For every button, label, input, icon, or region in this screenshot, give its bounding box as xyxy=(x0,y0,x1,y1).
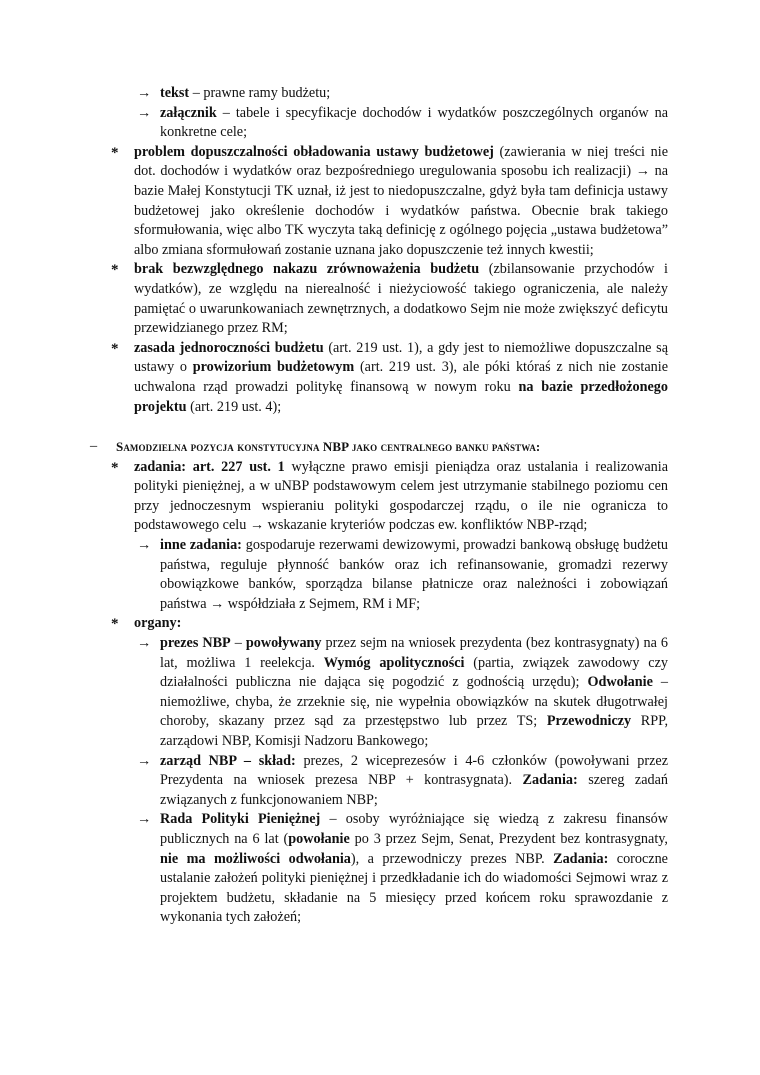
list-item: → inne zadania: gospodaruje rezerwami dewizowymi, prowadzi bankową obsługę budżetu państwa, reguluje płynność banków oraz ich refinansowanie, gromadzi rezerwy obowiązkowe banków, sporządza bilanse płatnicze oraz należności i zobowiązań państwa → współdziała z Sejmem, RM i MF; xyxy=(137,537,668,612)
list-item: * zadania: art. 227 ust. 1 wyłączne prawo emisji pieniądza oraz ustalania i realizowania polityki pieniężnej, a w uNBP podstawowym celem jest utrzymanie stabilnego poziomu cen przy jednoczesnym wspieraniu polityki gospodarczej rządu, o ile nie ogranicza to podstawowego celu → wskazanie kryteriów podczas ew. konfliktów NBP-rząd; xyxy=(111,458,668,534)
star-bullet: * xyxy=(111,340,119,357)
list-item: → zarząd NBP – skład: prezes, 2 wiceprezesów i 4-6 członków (powoływani przez Prezydenta na wniosek prezesa NBP + kontrasygnata). Zadania: szereg zadań związanych z funkcjonowaniem NBP; xyxy=(137,752,669,808)
list-item: * organy: xyxy=(134,614,668,634)
star-bullet: * xyxy=(111,144,119,161)
list-item: * problem dopuszczalności obładowania ustawy budżetowej (zawierania w niej treści nie dot. dochodów i wydatków oraz bezpośredniego uregulowania sposobu ich realizacji) → na bazie Małej Konstytucji TK uznał, iż jest to niedopuszczalne, gdyż była tam definicja ustawy budżetowej jako określenie dochodów i wydatków państwa. Obecnie brak takiego sformułowania, więc albo TK wyczyta taką definicję z ogólnego pojęcia „ustawa budżetowa” albo zmiana sformułowań zostanie uznana jako dopuszczenie też innych kwestii; xyxy=(111,143,669,258)
list-item: * brak bezwzględnego nakazu zrównoważenia budżetu (zbilansowanie przychodów i wydatków), ze względu na nierealność i nieżyciowość takiego ograniczenia, ale należy pamiętać o uwarunkowaniach zewnętrznych, a dodatkowo Sejm nie może zwiększyć deficytu przewidzianego przez RM; xyxy=(111,261,668,337)
arrow-bullet: → xyxy=(137,752,152,769)
dash-bullet: – xyxy=(90,438,98,455)
arrow-bullet: → xyxy=(137,635,152,652)
document-page xyxy=(0,84,760,928)
arrow-bullet: → xyxy=(137,537,152,554)
arrow-bullet: → xyxy=(137,85,152,101)
list-item: → załącznik – tabele i specyfikacje dochodów i wydatków poszczególnych organów na konkretne cele; xyxy=(137,104,668,141)
list-item: * zasada jednoroczności budżetu (art. 219 ust. 1), a gdy jest to niemożliwe dopuszczalne są ustawy o prowizorium budżetowym (art. 219 ust. 3), ale póki któraś z nich nie zostanie uchwalona rząd prowadzi politykę finansową w nowym roku na bazie przedłożonego projektu (art. 219 ust. 4); xyxy=(111,339,668,415)
list-item: → Rada Polityki Pieniężnej – osoby wyróżniające się wiedzą z zakresu finansów publicznych na 6 lat (powołanie po 3 przez Sejm, Senat, Prezydent bez kontrasygnaty, nie ma możliwości odwołania), a przewodniczy prezes NBP. Zadania: coroczne ustalanie założeń polityki pieniężnej i przedkładanie ich do wiadomości Sejmowi wraz z projektem budżetu, składanie na 5 miesięcy przed końcem roku sprawozdanie z wykonania tych założeń; xyxy=(137,811,668,926)
list-item: → prezes NBP – powoływany przez sejm na wniosek prezydenta (bez kontrasygnaty) na 6 lat, możliwa 1 reelekcja. Wymóg apolityczności (partia, związek zawodowy czy działalności publiczna nie dająca się pogodzić z godnością urzędu); Odwołanie – niemożliwe, chyba, że zrzeknie się, nie wypełnia obowiązków na skutek długotrwałej choroby, skazany przez sąd za przestępstwo lub przez TS; Przewodniczy RPP, zarządowi NBP, Komisji Nadzoru Bankowego; xyxy=(137,635,669,749)
arrow-bullet: → xyxy=(137,104,152,121)
star-bullet: * xyxy=(111,262,119,279)
arrow-bullet: → xyxy=(137,811,152,828)
star-bullet: * xyxy=(111,616,119,633)
star-bullet: * xyxy=(111,459,119,476)
list-item: → tekst – prawne ramy budżetu; xyxy=(160,84,668,104)
section-heading: – Samodzielna pozycja konstytucyjna NBP jako centralnego banku państwa: xyxy=(116,437,668,458)
